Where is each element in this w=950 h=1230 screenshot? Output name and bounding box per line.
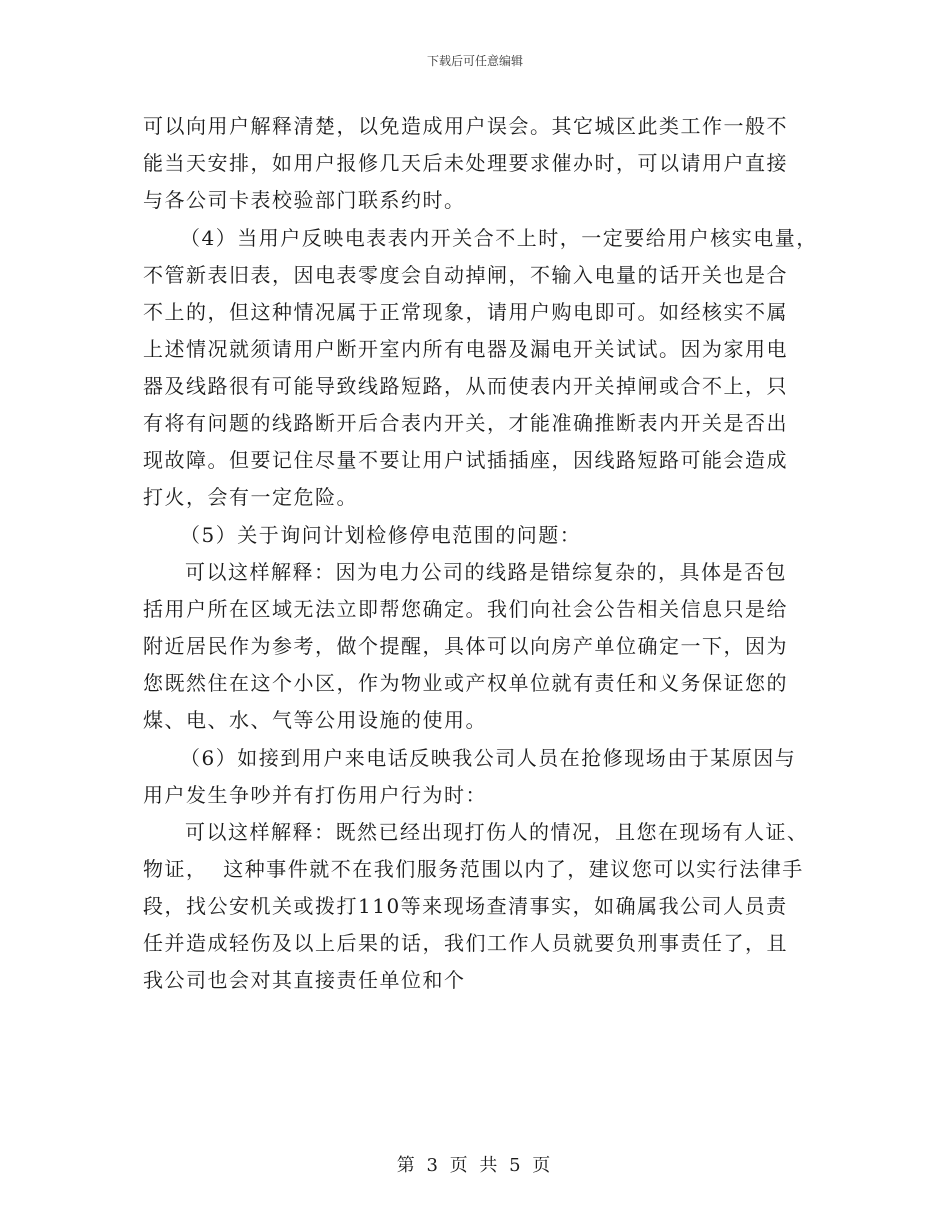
text-line: 段，找公安机关或拨打110等来现场查清事实，如确属我公司人员责 <box>143 894 788 918</box>
text-line: 与各公司卡表校验部门联系约时。 <box>143 188 466 212</box>
paragraph-start: 可以这样解释：既然已经出现打伤人的情况，且您在现场有人证、 <box>185 820 809 844</box>
text-line: 煤、电、水、气等公用设施的使用。 <box>143 708 487 732</box>
page-number: 第 3 页 共 5 页 <box>396 1155 554 1176</box>
text-line: 您既然住在这个小区，作为物业或产权单位就有责任和义务保证您的 <box>143 671 788 695</box>
text-line: 任并造成轻伤及以上后果的话，我们工作人员就要负刑事责任了，且 <box>143 931 788 955</box>
text-line: 有将有问题的线路断开后合表内开关，才能准确推断表内开关是否出 <box>143 411 788 435</box>
text-line: 打火，会有一定危险。 <box>143 485 358 509</box>
paragraph-start: （4）当用户反映电表表内开关合不上时，一定要给用户核实电量， <box>180 226 818 250</box>
text-line: 可以向用户解释清楚，以免造成用户误会。其它城区此类工作一般不 <box>143 114 788 138</box>
paragraph-start: （6）如接到用户来电话反映我公司人员在抢修现场由于某原因与 <box>180 746 797 770</box>
page-header: 下载后可任意编辑 <box>426 54 523 68</box>
text-line: 不管新表旧表，因电表零度会自动掉闸，不输入电量的话开关也是合 <box>143 263 788 287</box>
text-line: 括用户所在区域无法立即帮您确定。我们向社会公告相关信息只是给 <box>143 597 788 621</box>
text-line: 用户发生争吵并有打伤用户行为时： <box>143 783 487 807</box>
paragraph-start: （5）关于询问计划检修停电范围的问题： <box>180 523 582 547</box>
paragraph-start: 可以这样解释：因为电力公司的线路是错综复杂的，具体是否包 <box>185 560 787 584</box>
text-line: 能当天安排，如用户报修几天后未处理要求催办时，可以请用户直接 <box>143 151 788 175</box>
text-line: 我公司也会对其直接责任单位和个 <box>143 968 466 992</box>
text-line: 现故障。但要记住尽量不要让用户试插插座，因线路短路可能会造成 <box>143 448 788 472</box>
text-line: 器及线路很有可能导致线路短路，从而使表内开关掉闸或合不上，只 <box>143 374 788 398</box>
text-line: 不上的，但这种情况属于正常现象，请用户购电即可。如经核实不属 <box>143 300 788 324</box>
text-line: 物证， 这种事件就不在我们服务范围以内了，建议您可以实行法律手 <box>143 857 804 881</box>
text-line: 附近居民作为参考，做个提醒，具体可以向房产单位确定一下，因为 <box>143 634 788 658</box>
text-line: 上述情况就须请用户断开室内所有电器及漏电开关试试。因为家用电 <box>143 337 788 361</box>
